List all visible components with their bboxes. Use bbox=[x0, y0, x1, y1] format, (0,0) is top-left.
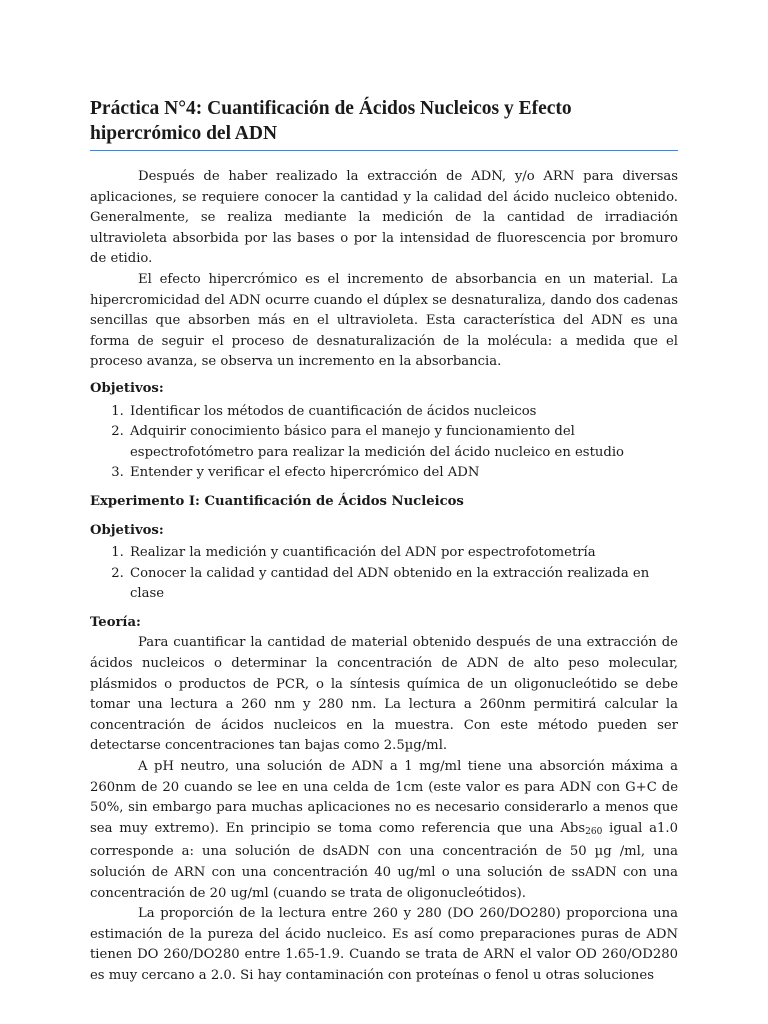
abs-subscript: 260 bbox=[585, 826, 603, 837]
document-title: Práctica N°4: Cuantificación de Ácidos Nucleicos y Efecto hipercrómico del ADN bbox=[90, 96, 678, 151]
theory-paragraph-3: La proporción de la lectura entre 260 y 280 (DO 260/DO280) proporciona una estimación de la pureza del ácido nucleico. Es así como preparaciones puras de ADN tienen DO 260/DO280 entre 1.65-1.9. Cuando se trata de ARN el valor OD 260/OD280 es muy cercano a 2.0. Si hay contaminación con proteínas o fenol u otras soluciones bbox=[90, 906, 678, 983]
experiment-objectives-list bbox=[90, 543, 678, 605]
theory-paragraph-2-part-a: A pH neutro, una solución de ADN a 1 mg/ml tiene una absorción máxima a 260nm de 20 cuando se lee en una celda de 1cm (este valor es para ADN con G+C de 50%, sin embargo para muchas aplicaciones no es necesario considerarlo a menos que sea muy extremo). En principio se toma como referencia que una Abs bbox=[90, 759, 678, 836]
intro-paragraph-1: Después de haber realizado la extracción de ADN, y/o ARN para diversas aplicaciones, se requiere conocer la cantidad y la calidad del ácido nucleico obtenido. Generalmente, se realiza mediante la medición de la cantidad de irradiación ultravioleta absorbida por las bases o por la intensidad de fluorescencia por bromuro de etidio. bbox=[90, 169, 678, 267]
theory-paragraph-2 bbox=[90, 757, 678, 904]
theory-paragraph-2-part-b: igual a1.0 corresponde a: una solución de dsADN con una concentración de 50 µg /ml, una solución de ARN con una concentración 40 ug/ml o una solución de ssADN con una concentración de 20 ug/ml (cuando se trata de oligonucleótidos). bbox=[90, 820, 678, 901]
document-body bbox=[90, 167, 678, 987]
experiment-objective-item: 1. Realizar la medición y cuantificación del ADN por espectrofotometría bbox=[128, 543, 678, 564]
objective-item: 2. Adquirir conocimiento básico para el manejo y funcionamiento del espectrofotómetro para realizar la medición del ácido nucleico en estudio bbox=[128, 422, 678, 463]
experiment-objectives-heading: Objetivos: bbox=[90, 522, 164, 538]
objectives-list bbox=[90, 402, 678, 484]
objectives-heading: Objetivos: bbox=[90, 380, 164, 396]
experiment-heading: Experimento I: Cuantificación de Ácidos Nucleicos bbox=[90, 493, 464, 509]
theory-heading: Teoría: bbox=[90, 614, 141, 630]
objective-item: 3. Entender y verificar el efecto hipercrómico del ADN bbox=[128, 463, 678, 484]
theory-paragraph-1: Para cuantificar la cantidad de material obtenido después de una extracción de ácidos nucleicos o determinar la concentración de ADN de alto peso molecular, plásmidos o productos de PCR, o la síntesis química de un oligonucleótido se debe tomar una lectura a 260 nm y 280 nm. La lectura a 260nm permitirá calcular la concentración de ácidos nucleicos en la muestra. Con este método pueden ser detectarse concentraciones tan bajas como 2.5µg/ml. bbox=[90, 635, 678, 754]
intro-paragraph-2: El efecto hipercrómico es el incremento de absorbancia en un material. La hipercromicidad del ADN ocurre cuando el dúplex se desnaturaliza, dando dos cadenas sencillas que absorben más en el ultravioleta. Esta característica del ADN es una forma de seguir el proceso de desnaturalización de la molécula: a medida que el proceso avanza, se observa un incremento en la absorbancia. bbox=[90, 271, 678, 370]
objective-item: 1. Identificar los métodos de cuantificación de ácidos nucleicos bbox=[128, 402, 678, 423]
experiment-objective-item: 2. Conocer la calidad y cantidad del ADN obtenido en la extracción realizada en clase bbox=[128, 564, 678, 605]
